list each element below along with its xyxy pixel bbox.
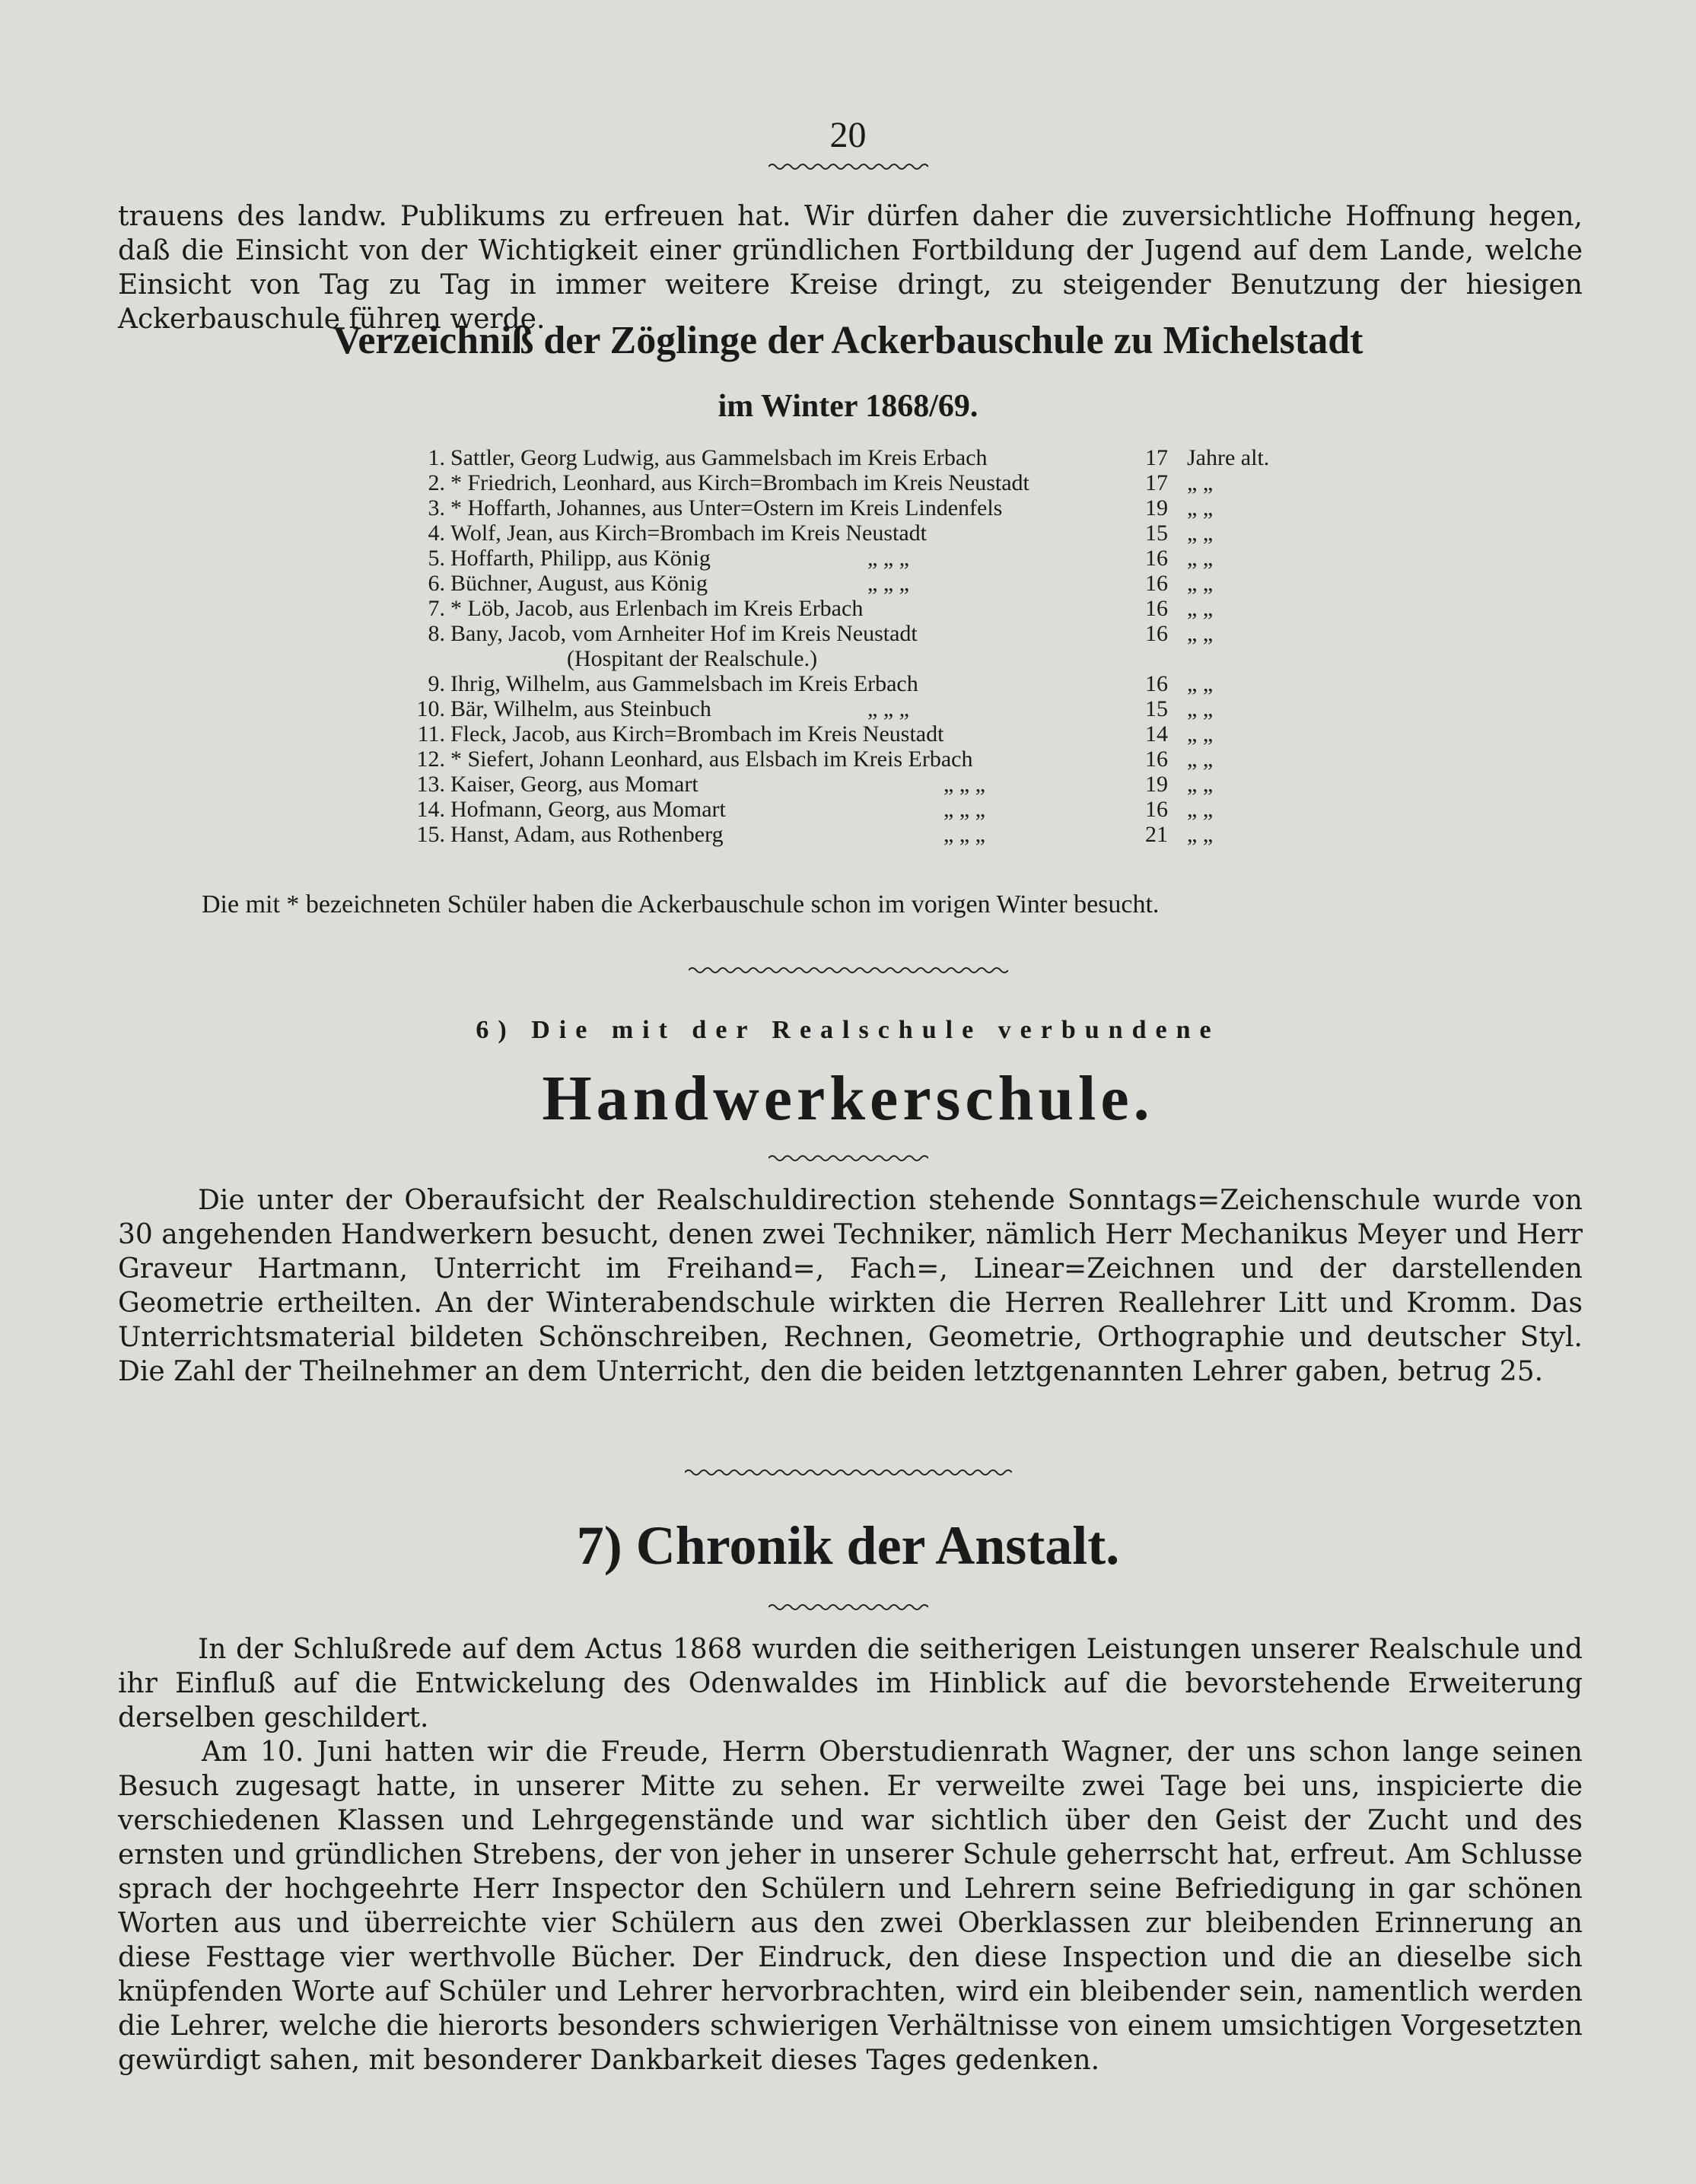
section-6-heading: 6) Die mit der Realschule verbundene: [476, 1016, 1220, 1044]
list-item: 14. Hofmann, Georg, aus Momart „ „ „ 16 „ „: [416, 797, 1214, 822]
section-6-paragraph: [118, 1183, 1583, 1389]
list-item: 6. Büchner, August, aus König „ „ „ 16 „ „: [428, 571, 1214, 596]
register-subtitle: im Winter 1868/69.: [718, 389, 978, 424]
intro-text: trauens des landw. Publikums zu erfreuen hat. Wir dürfen daher die zuversichtliche Hoffnung hegen, daß die Einsicht von der Wichtigkeit einer gründlichen Fortbildung der Jugend auf dem Lande, welche Einsicht von Tag zu Tag in immer weitere Kreise dringt, zu steigender Benutzung der hiesigen Ackerbauschule führen werde.: [118, 201, 1583, 335]
pupil-list: [396, 445, 1347, 847]
section-7-text-2: Am 10. Juni hatten wir die Freude, Herrn Oberstudienrath Wagner, der uns schon lange seinen Besuch zugesagt hatte, in unserer Mitte zu sehen. Er verweilte zwei Tage bei uns, inspicierte die verschiedenen Klassen und Lehrgegenstände und war sichtlich über den Geist der Zucht und des ernsten und gründlichen Strebens, der von jeher in unserer Schule geherrscht hat, erfreut. Am Schlusse sprach der hochgeehrte Herr Inspector den Schülern und Lehrern seine Befriedigung in gar schönen Worten aus und überreichte vier Schülern aus den zwei Oberklassen zur bleibenden Erinnerung an diese Festtage vier werthvolle Bücher. Der Eindruck, den diese Inspection und die an dieselbe sich knüpfenden Worte auf Schüler und Lehrer hervorbrachten, wird ein bleibender sein, namentlich werden die Lehrer, welche die hierorts besonders schwierigen Verhältnisse von einem umsichtigen Vorgesetzten gewürdigt sahen, mit besonderer Dankbarkeit dieses Tages gedenken.: [118, 1737, 1583, 2076]
register-title: Verzeichniß der Zöglinge der Ackerbauschule zu Michelstadt: [333, 319, 1363, 362]
wavy-rule: [685, 1467, 1012, 1478]
list-item: 12. * Siefert, Johann Leonhard, aus Elsbach im Kreis Erbach 16 „ „: [416, 747, 1214, 772]
section-6-text: Die unter der Oberaufsicht der Realschuldirection stehende Sonntags=Zeichenschule wurde von 30 angehenden Handwerkern besucht, denen zwei Techniker, nämlich Herr Mechanikus Meyer und Herr Graveur Hartmann, Unterricht im Freihand=, Fach=, Linear=Zeichnen und der darstellenden Geometrie ertheilten. An der Winterabendschule wirkten die Herren Reallehrer Litt und Kromm. Das Unterrichtsmaterial bildeten Schönschreiben, Rechnen, Geometrie, Orthographie und deutscher Styl. Die Zahl der Theilnehmer an dem Unterricht, den die beiden letztgenannten Lehrer gaben, betrug 25.: [118, 1185, 1583, 1387]
list-item: 11. Fleck, Jacob, aus Kirch=Brombach im Kreis Neustadt 14 „ „: [417, 721, 1214, 747]
intro-paragraph: [118, 199, 1583, 336]
list-item: 1. Sattler, Georg Ludwig, aus Gammelsbach im Kreis Erbach 17 Jahre alt.: [428, 445, 1270, 470]
list-item: 8. Bany, Jacob, vom Arnheiter Hof im Kreis Neustadt 16 „ „: [428, 621, 1214, 646]
list-item: 7. * Löb, Jacob, aus Erlenbach im Kreis Erbach 16 „ „: [428, 596, 1214, 621]
list-item-note: (Hospitant der Realschule.): [567, 646, 818, 671]
page-number: 20: [829, 115, 867, 155]
list-item: 10. Bär, Wilhelm, aus Steinbuch „ „ „ 15 „ „: [416, 696, 1214, 721]
list-item: 5. Hoffarth, Philipp, aus König „ „ „ 16 „ „: [428, 546, 1214, 571]
list-item: 3. * Hoffarth, Johannes, aus Unter=Ostern im Kreis Lindenfels 19 „ „: [428, 495, 1214, 521]
wavy-rule: [689, 965, 1008, 976]
section-7-title: 7) Chronik der Anstalt.: [576, 1515, 1120, 1576]
list-item: 2. * Friedrich, Leonhard, aus Kirch=Brombach im Kreis Neustadt 17 „ „: [428, 470, 1214, 495]
list-item: 15. Hanst, Adam, aus Rothenberg „ „ „ 21 „ „: [416, 822, 1214, 847]
list-item: 13. Kaiser, Georg, aus Momart „ „ „ 19 „ „: [416, 772, 1214, 797]
section-7-text-1: In der Schlußrede auf dem Actus 1868 wurden die seitherigen Leistungen unserer Realschule und ihr Einfluß auf die Entwickelung des Odenwaldes im Hinblick auf die bevorstehende Erweiterung derselben geschildert.: [118, 1634, 1583, 1734]
wavy-rule: [768, 1602, 928, 1613]
wavy-rule: [768, 1153, 928, 1164]
section-7-paragraphs: [118, 1632, 1583, 2077]
list-item: 9. Ihrig, Wilhelm, aus Gammelsbach im Kreis Erbach 16 „ „: [428, 671, 1214, 696]
section-6-title: Handwerkerschule.: [542, 1063, 1154, 1134]
list-item: 4. Wolf, Jean, aus Kirch=Brombach im Kreis Neustadt 15 „ „: [428, 521, 1214, 546]
wavy-rule: [768, 161, 928, 172]
register-footnote: Die mit * bezeichneten Schüler haben die Ackerbauschule schon im vorigen Winter besucht.: [202, 890, 1160, 918]
